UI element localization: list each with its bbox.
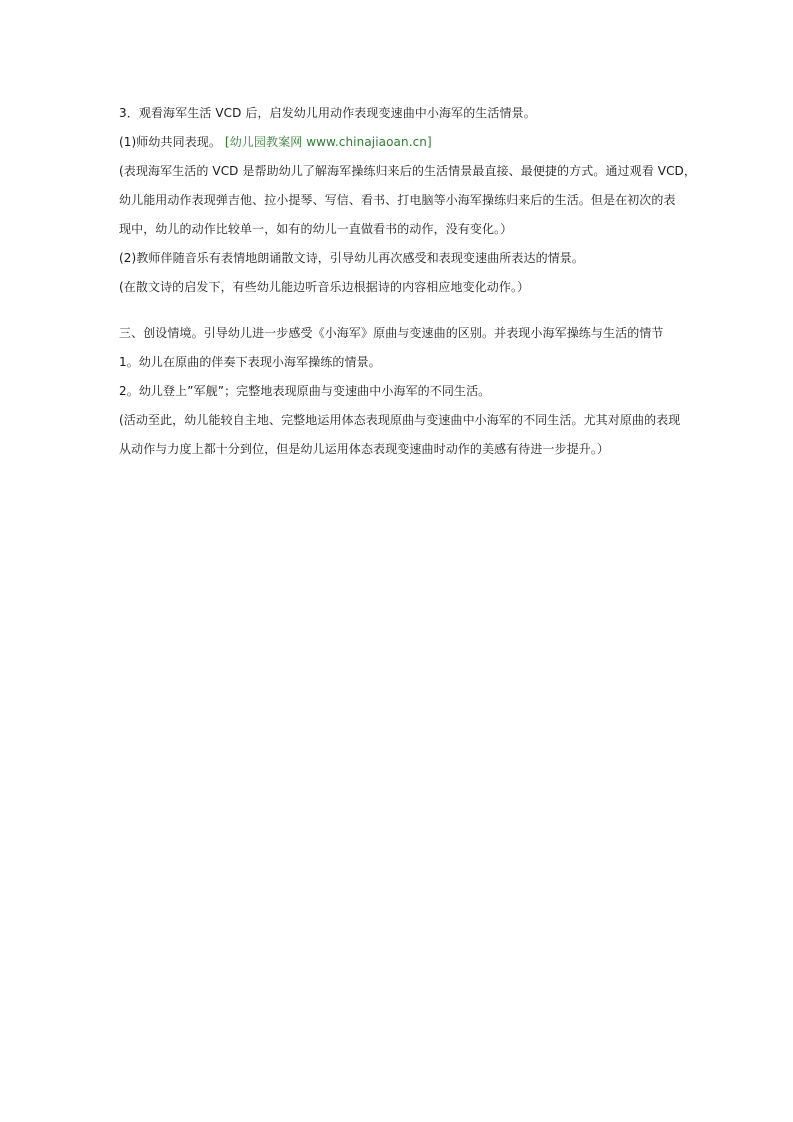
- note-line-2: 幼儿能用动作表现弹吉他、拉小提琴、写信、看书、打电脑等小海军操练归来后的生活。但是在初次的表: [119, 193, 676, 207]
- paragraph-step-3: 3．观看海军生活 VCD 后，启发幼儿用动作表现变速曲中小海军的生活情景。: [119, 106, 536, 120]
- note-line-3: 现中，幼儿的动作比较单一，如有的幼儿一直做看书的动作，没有变化。）: [119, 222, 513, 236]
- source-link[interactable]: [幼儿园教案网 www.chinajiaoan.cn]: [224, 135, 432, 149]
- document-body: [119, 99, 696, 464]
- paragraph-gap: [119, 302, 677, 319]
- note-line-5: (活动至此，幼儿能较自主地、完整地运用体态表现原曲与变速曲中小海军的不同生活。尤其对原曲的表现: [119, 413, 681, 427]
- paragraph-step-3-2: (2)教师伴随音乐有表情地朗诵散文诗，引导幼儿再次感受和表现变速曲所表达的情景。: [119, 251, 585, 265]
- paragraph-item-2: 2。幼儿登上”军舰”；完整地表现原曲与变速曲中小海军的不同生活。: [119, 384, 491, 398]
- paragraph-step-3-1: [119, 128, 677, 157]
- note-line-1: (表现海军生活的 VCD 是帮助幼儿了解海军操练归来后的生活情景最直接、最便捷的方式。通过观看 VCD，: [119, 164, 696, 178]
- paragraph-item-1: 1。幼儿在原曲的伴奏下表现小海军操练的情景。: [119, 355, 381, 369]
- section-3-heading: 三、创设情境。引导幼儿进一步感受《小海军》原曲与变速曲的区别。并表现小海军操练与生活的情节: [119, 326, 664, 340]
- note-line-6: 从动作与力度上都十分到位，但是幼儿运用体态表现变速曲时动作的美感有待进一步提升。）: [119, 442, 610, 456]
- note-line-4: (在散文诗的启发下，有些幼儿能边听音乐边根据诗的内容相应地变化动作。）: [119, 280, 530, 294]
- step-3-1-text: (1)师幼共同表现。: [119, 135, 221, 149]
